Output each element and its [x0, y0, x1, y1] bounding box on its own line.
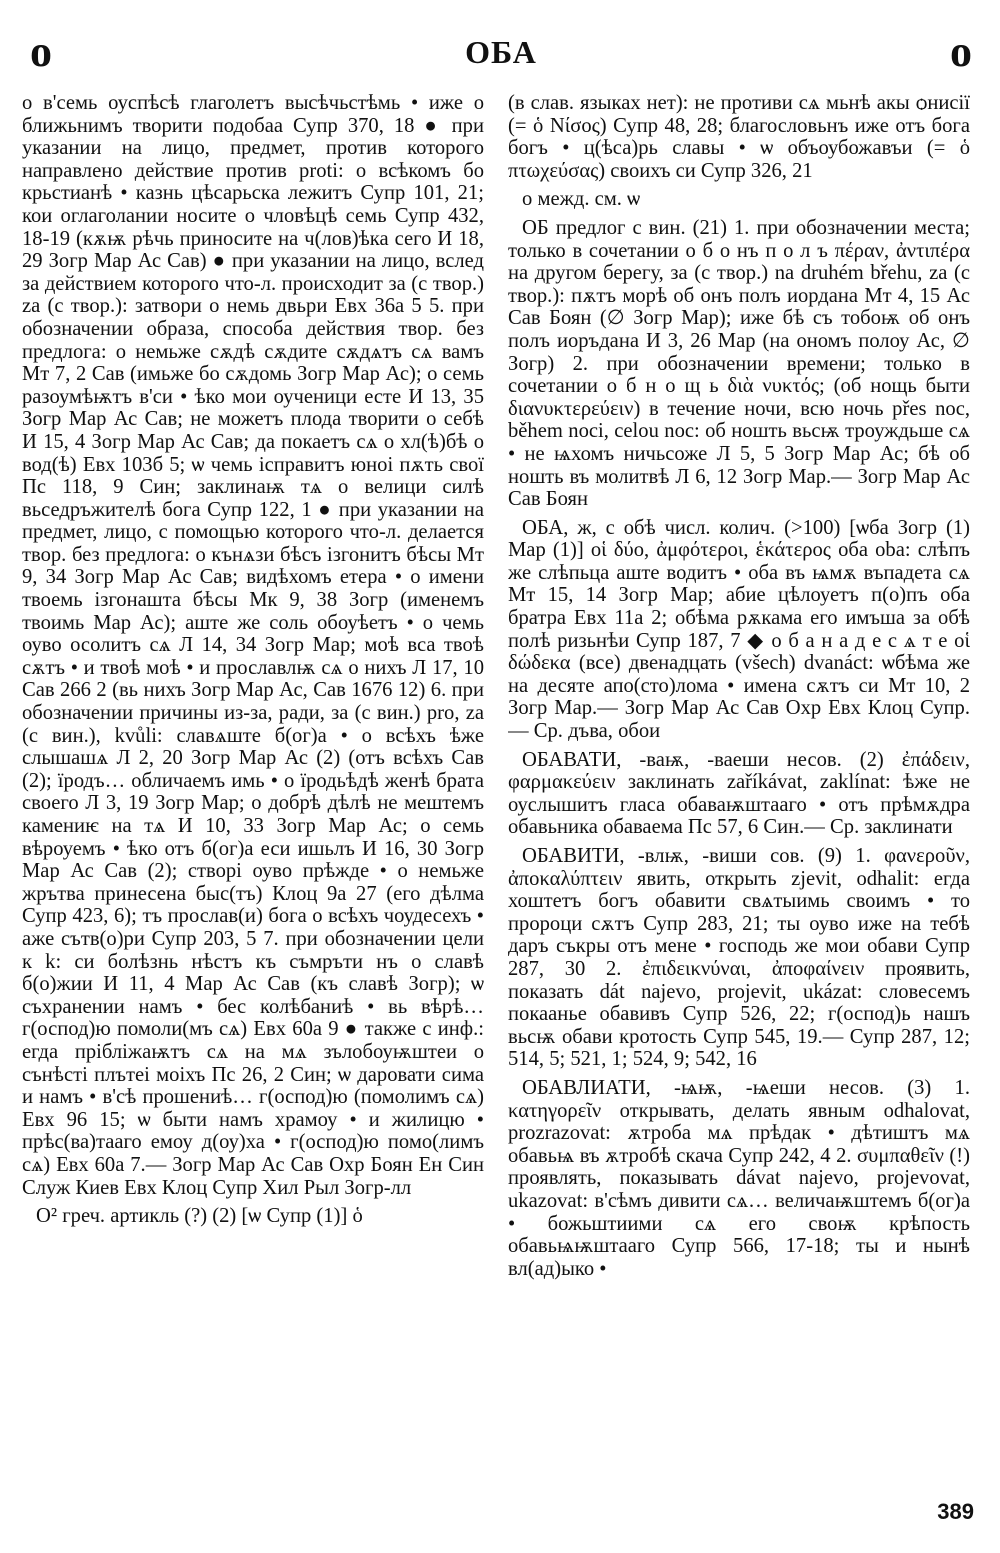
- dictionary-entry: ОБ предлог с вин. (21) 1. при обозначении места; только в сочетании о б о нъ п о л ъ πέραν, ἀντιπέρα на другом берегу, за (с твор.) na druhém břehu, za (с твор.): пѫтъ морѣ об онъ полъ иордана Мт 4, 15 Ас Сав Боян (∅ Зогр Мар); иже бѣ съ тобоѭ об онъ полъ иоръдана И 3, 26 Мар (на ономъ полоу Ас, ∅ Зогр) 2. при обозначении времени; только в сочетании о б н о щ ь διὰ νυκτός; (об нощь быти διανυκτερεύειν) в течение ночи, всю ночь přes noc, během noci, celou noc: об ношть вьсѭ троуждьше сѧ • не ѩхомъ ничьсоже Л 5, 5 Зогр Мар Ас; бѣ об ношть въ молитвѣ Л 6, 12 Зогр Мар.— Зогр Мар Ас Сав Боян: [508, 216, 970, 511]
- page-number: 389: [937, 1499, 974, 1524]
- dictionary-entry: ОБАВЛИАТИ, -ѩѭ, -ѩеши несов. (3) 1. κατηγορεῖν открывать, делать явным odhalovat, prozrazovat: ѫтроба мѧ прѣдак • дѣтиштъ мѧ обавьѩ въ ѫтробѣ скача Супр 242, 4 2. συμπαθεῖν (!) проявлять, показывать dávat najevo, projevovat, ukazovat: в'сѣмъ дивити сѧ… величаѭштемъ б(ог)а • божьштиими сѧ его своѭ крѣпость обавьѩѭштааго Супр 566, 17-18; ты и нынѣ вл(ад)ыко •: [508, 1076, 970, 1280]
- dictionary-entry: о в'семь оуспѣсѣ глаголетъ высѣчьстѣмь • иже о ближьнимъ творити подобаа Супр 370, 18 ● при указании на лицо, предмет, против которого направлено действие против proti: о всѣкомъ бо крьстианѣ • казнь цѣсарьска лежитъ Супр 101, 21; кои оглаголании носите о чловѣцѣ семь Супр 432, 18-19 (кѫѭ рѣчь приносите на ч(лов)ѣка сего И 18, 29 Зогр Мар Ас Сав) ● при указании на лицо, вслед за действием которого что-л. происходит за (с твор.) za (с твор.): затвори о немь двьри Евх 36а 5 5. при обозначении образа, способа действия твор. без предлога: о немьже сѫдѣ сѫдите сѫдѧтъ сѧ вамъ Мт 7, 2 Сав (имьже бо сѫдомь Зогр Мар Ас); о семь разоумѣѭтъ в'си • ѣко мои оученици есте И 13, 35 Зогр Мар Ас Сав; не можетъ плода творити о себѣ И 15, 4 Зогр Мар Ас Сав; да покаетъ сѧ о хл(ѣ)бѣ о вод(ѣ) Евх 103б 5; ѡ чемь ісправитъ юноі пѫть свої Пс 118, 9 Син; заклинаѭ тѧ о велици силѣ вьседръжителѣ бога Супр 122, 1 ● при указании на предмет, лицо, с помощью которого что-л. делается твор. без предлога: о кънѧзи бѣсъ ізгонитъ бѣсы Мт 9, 34 Зогр Мар Ас Сав; видѣхомъ етера • о имени твоемь ізгонашта бѣсы Мк 9, 38 Зогр (именемъ твоимь Мар Ас); аште же соль обоуѣетъ • о чемь оуво осолитъ сѧ Л 14, 34 Зогр Мар; моѣ вса твоѣ сѫтъ • и твоѣ моѣ • и прославлѭ сѧ о нихъ Л 17, 10 Сав 266 2 (вь нихъ Зогр Мар Ас, Сав 1676 12) 6. при обозначении причины из-за, ради, за (с вин.) pro, za (с вин.), kvůli: славѧште б(ог)а • о всѣхъ ѣже слышашѧ Л 2, 20 Зогр Мар Ас (2) (отъ всѣхъ Сав (2); їродъ… обличаемъ имь • о їродьѣдѣ женѣ брата своего Л 3, 19 Зогр Мар; о добрѣ дѣлѣ не мештемъ камениѥ на тѧ И 10, 33 Зогр Мар Ас; о семь вѣроуемъ • ѣко отъ б(ог)а еси ишьлъ И 16, 30 Зогр Мар Ас Сав (2); створі оуво прѣжде • о немьже жрътва принесена быс(тъ) Клоц 9а 27 (его дѣлма Супр 423, 6); тъ прослав(и) бога о всѣхъ чоудесехъ • аже сътв(о)ри Супр 203, 5 7. при обозначении цели к k: си болѣзнь нѣстъ къ съмръти нъ о славѣ б(о)жии И 11, 4 Мар Ас Сав (къ славѣ Зогр); ѡ съхранении намъ • бес колѣбаниѣ • вь вѣрѣ… г(оспод)ю помоли(мъ сѧ) Евх 60а 9 ● также с инф.: егда прібліжаѭтъ сѧ на мѧ зълобоуѭштеи о сънѣсті плътеі моіхъ Пс 26, 2 Син; ѡ даровати сима и намъ • в'сѣ прошениѣ… г(оспод)ю (помолимъ сѧ) Евх 96 15; ѡ быти намъ храмоу • и жилицю • прѣс(ва)тааго емоу д(оу)ха • г(оспод)ю помо(лимъ сѧ) Евх 60а 7.— Зогр Мар Ас Сав Охр Боян Ен Син Служ Киев Евх Клоц Супр Хил Рыл Зогр-лл: [22, 92, 484, 1199]
- dictionary-entry: ОБАВИТИ, -влѭ, -виши сов. (9) 1. φανερoῦν, ἀποκαλύπτειν явить, открыть zjevit, odhalit: егда хоштетъ богъ обавити свѧтыимь своимъ • то пророци сѫтъ Супр 283, 21; ты оуво иже на тебѣ даръ съкры отъ мене • господь же мои обави Супр 287, 30 2. ἐπιδεικνύναι, ἀποφαίνειν проявить, показать dát najevo, projevit, ukázat: словесемъ покаанье обавивъ Супр 526, 22; г(оспод)ь нашъ вьсѭ обави кротость Супр 545, 19.— Супр 287, 12; 514, 5; 521, 1; 524, 9; 542, 16: [508, 845, 970, 1071]
- dictionary-entry: ОБА, ж, с обѣ числ. колич. (>100) [ѡба Зогр (1) Мар (1)] οἱ δύο, ἀμφότεροι, ἑκάτερος оба oba: слѣпъ же слѣпьца аште водитъ • оба въ ѩмѫ въпадета сѧ Мт 15, 14 Зогр Мар; абие цѣлоуетъ п(о)пъ оба братра Евх 11а 2; обѣма рѫкама его имъша за обѣ полѣ ризьнѣи Супр 187, 7 ◆ о б а н а д е с ѧ т е οἱ δώδεκα (все) двенадцать (všech) dvanáct: ѡбѣма же на десяте апо(сто)лома • имена сѫтъ си Мт 10, 2 Зогр Мар.— Зогр Мар Ас Сав Охр Евх Клоц Супр.— Ср. дъва, обои: [508, 516, 970, 743]
- right-column: [508, 92, 970, 1512]
- dictionary-entry: (в слав. языках нет): не противи сѧ мьнѣ акы ѻнисії (= ὁ Νίσος) Супр 48, 28; благословьнъ иже отъ бога богъ • ц(ѣса)рь славы • ѡ объоубожавъи (= ὁ πτωχεύσας) своихъ си Супр 326, 21: [508, 92, 970, 182]
- dictionary-entry: ОБАВАТИ, -ваѭ, -ваеши несов. (2) ἐπάδειν, φαρμακεύειν заклинать zaříkávat, zaklínat: ѣже не оуслышитъ гласа обаваѭштааго • отъ прѣмѫдра обавьника обаваема Пс 57, 6 Син.— Ср. заклинати: [508, 748, 970, 839]
- header-letter-right: о: [950, 27, 972, 76]
- header-letter-left: о: [30, 27, 52, 76]
- dictionary-entry: о межд. см. ѡ: [522, 188, 641, 211]
- header-headword: ОБА: [465, 34, 537, 70]
- left-column: [22, 92, 484, 1512]
- page-header: [30, 28, 972, 76]
- dictionary-entry: О² греч. артикль (?) (2) [ѡ Супр (1)] ὁ: [36, 1205, 363, 1228]
